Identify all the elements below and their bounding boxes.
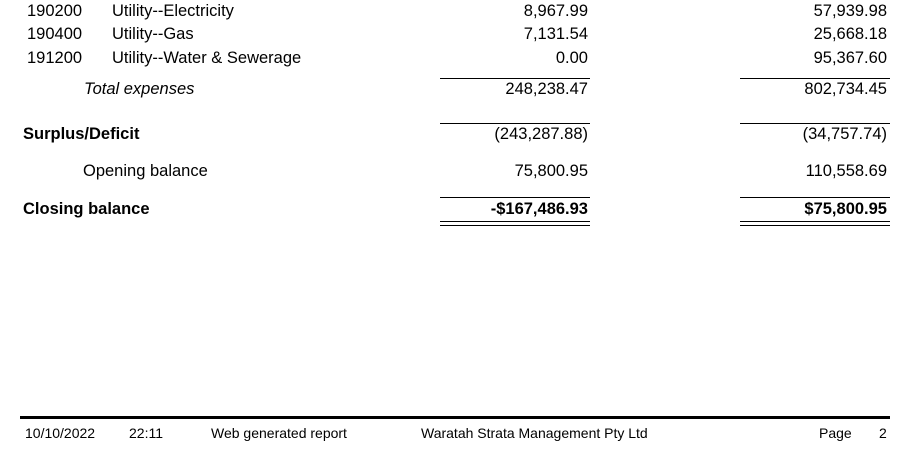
footer-date: 10/10/2022 bbox=[25, 425, 96, 441]
closing-double-rule-current-2 bbox=[440, 225, 590, 226]
previous-amount: 25,668.18 bbox=[813, 25, 887, 43]
account-code: 190400 bbox=[27, 25, 83, 43]
account-name: Utility--Gas bbox=[112, 25, 194, 43]
account-code: 191200 bbox=[27, 49, 83, 67]
surplus-deficit-previous: (34,757.74) bbox=[802, 125, 887, 143]
closing-double-rule-previous-1 bbox=[740, 221, 890, 222]
closing-top-rule-current bbox=[440, 197, 590, 198]
total-expenses-current: 248,238.47 bbox=[505, 80, 588, 98]
footer-divider bbox=[20, 416, 890, 419]
current-amount: 8,967.99 bbox=[523, 2, 588, 20]
opening-balance-current: 75,800.95 bbox=[514, 162, 588, 180]
footer-note: Web generated report bbox=[211, 425, 347, 441]
closing-top-rule-previous bbox=[740, 197, 890, 198]
closing-balance-current: -$167,486.93 bbox=[490, 200, 588, 218]
closing-balance-previous: $75,800.95 bbox=[804, 200, 887, 218]
footer-page-label: Page bbox=[819, 425, 852, 441]
previous-amount: 57,939.98 bbox=[813, 2, 887, 20]
closing-double-rule-current-1 bbox=[440, 221, 590, 222]
current-amount: 0.00 bbox=[555, 49, 588, 67]
opening-balance-previous: 110,558.69 bbox=[805, 162, 887, 180]
total-expenses-previous: 802,734.45 bbox=[804, 80, 887, 98]
footer-page-number: 2 bbox=[879, 425, 887, 441]
footer-time: 22:11 bbox=[129, 425, 163, 441]
current-amount: 7,131.54 bbox=[523, 25, 588, 43]
total-expenses-label: Total expenses bbox=[84, 80, 195, 98]
account-code: 190200 bbox=[27, 2, 83, 20]
opening-balance-label: Opening balance bbox=[83, 162, 208, 180]
account-name: Utility--Electricity bbox=[112, 2, 234, 20]
surplus-deficit-current: (243,287.88) bbox=[494, 125, 588, 143]
previous-amount: 95,367.60 bbox=[813, 49, 887, 67]
account-name: Utility--Water & Sewerage bbox=[112, 49, 302, 67]
closing-balance-label: Closing balance bbox=[23, 200, 150, 218]
closing-double-rule-previous-2 bbox=[740, 225, 890, 226]
surplus-deficit-label: Surplus/Deficit bbox=[23, 125, 140, 143]
footer-company: Waratah Strata Management Pty Ltd bbox=[421, 425, 648, 441]
